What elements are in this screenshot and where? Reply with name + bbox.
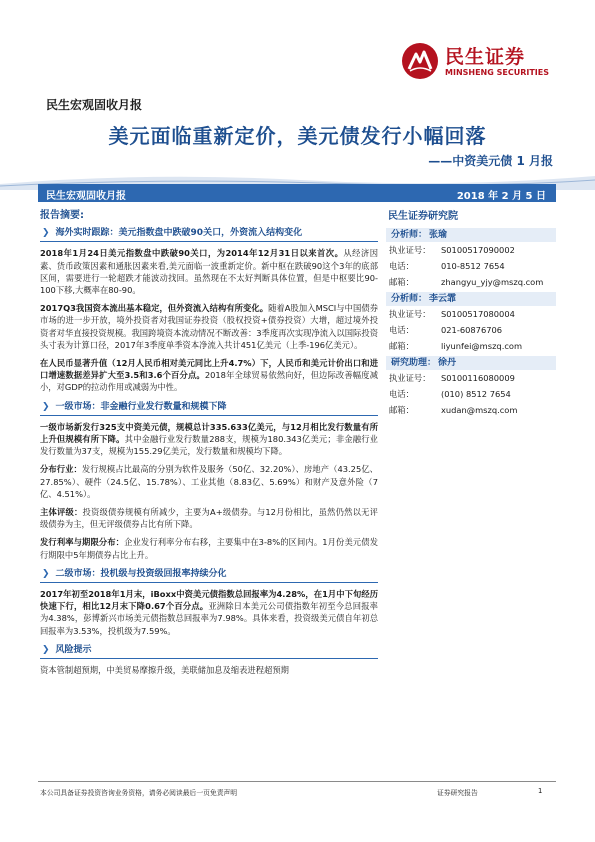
chevron-right-icon: ❯	[42, 228, 50, 239]
analyst-email-row[interactable]: 邮箱： liyunfei@mszq.com	[389, 341, 523, 351]
analyst-phone-row: 电话： 021-60876706	[389, 325, 503, 335]
analyst-panel	[386, 204, 556, 418]
report-title: 美元面临重新定价，美元债发行小幅回落	[108, 124, 487, 148]
abstract-title: 报告摘要:	[40, 210, 84, 221]
paragraph: 2018年1月24日美元指数盘中跌破90关口，为2014年12月31日以来首次。从经济因素、货币政策因素和通胀因素来看,美元面临一波重新定价。新中枢在跌破90这个3年的底部区间，需要进行一轮超跌才能波动找回。虽然现在不太好判断具体位置，但是中枢要比90-100下移,大概率在80-90。	[40, 248, 378, 296]
chevron-right-icon: ❯	[42, 401, 50, 412]
assistant-phone-row: 电话： (010) 8512 7654	[389, 389, 511, 399]
logo-mark-icon	[401, 42, 439, 80]
paragraph: 2017Q3我国资本流出基本稳定，但外资流入结构有所变化。随着A股加入MSCI与中国债券市场的进一步开放，境外投资者对我国证券投资（股权投资+债券投资）大增，超过境外投资者对华直接投资规模。我国跨境资本流动情况不断改善：3季度再次实现净流入以国际投资头寸表为计算口径，2017年3季度单季资本净流入共计451亿美元（上季-196亿美元）。	[40, 303, 378, 350]
analyst-email-row[interactable]: 邮箱： zhangyu_yjy@mszq.com	[389, 277, 544, 287]
assistant-cert-row: 执业证号： S0100116080009	[389, 373, 515, 383]
section-heading: ❯ 海外实时跟踪：美元指数盘中跌破90关口，外资流入结构变化	[40, 226, 378, 242]
report-date: 2018 年 2 月 5 日	[456, 191, 546, 202]
footer-label: 证券研究报告	[437, 789, 478, 797]
footer-disclaimer: 本公司具备证券投资咨询业务资格，请务必阅读最后一页免责声明	[40, 789, 238, 797]
footer-divider	[38, 781, 556, 782]
paragraph: 发行利率与期限分布：企业发行利率分布右移，主要集中在3-8%的区间内。1月份美元债发行期限中5年期债券占比上升。	[40, 537, 378, 560]
paragraph: 2017年初至2018年1月末，iBoxx中资美元债指数总回报率为4.28%，在1月中下旬经历快速下行，相比12月末下降0.67个百分点。亚洲除日本美元公司债指数年初至今总回报率为4.38%，彭博新兴市场美元债指数总回报率为7.98%。具体来看，投资级美元债自年初总回报率为3.53%，投机级为7.59%。	[40, 589, 378, 636]
report-series-label: 民生宏观固收月报	[46, 98, 143, 112]
section-heading: ❯ 二级市场：投机级与投资级回报率持续分化	[40, 567, 378, 583]
analyst-cert-row: 执业证号： S0100517080004	[389, 309, 515, 319]
company-logo	[401, 40, 551, 84]
chevron-right-icon: ❯	[42, 644, 50, 655]
institute-name: 民生证券研究院	[388, 211, 458, 222]
paragraph: 在人民币显著升值（12月人民币相对美元同比上升4.7%）下，人民币和美元计价出口和进口增速数据差异扩大至3.5和3.6个百分点。2018年全球贸易依然向好，但边际改善幅度减小，对GDP的拉动作用或减弱为中性。	[40, 358, 378, 393]
logo-text-en: MINSHENG SECURITIES	[445, 68, 549, 77]
paragraph: 主体评级：投资级债券规模有所减少，主要为A+级债券。与12月份相比，虽然仍然以无评级债券为主，但无评级债券占比有所下降。	[40, 507, 378, 530]
paragraph: 分布行业：发行规模占比最高的分别为软件及服务（50亿、32.20%）、房地产（43.25亿、27.85%）、硬件（24.5亿、15.78%）、工业其他（8.83亿、5.69%）和财产及意外险（7亿、4.51%）。	[40, 464, 378, 499]
assistant-header: 研究助理： 徐丹	[386, 356, 556, 370]
paragraph: 资本管制超预期，中美贸易摩擦升级，美联储加息及缩表进程超预期	[40, 665, 289, 676]
bar-series-label: 民生宏观固收月报	[46, 191, 126, 202]
section-heading: ❯ 风险提示	[40, 643, 378, 659]
report-subtitle: ——中资美元债 1 月报	[428, 154, 553, 168]
section-heading: ❯ 一级市场：非金融行业发行数量和规模下降	[40, 400, 378, 416]
abstract-column	[40, 210, 378, 682]
chevron-right-icon: ❯	[42, 568, 50, 579]
logo-text-cn: 民生证券	[445, 46, 526, 68]
paragraph: 一级市场新发行325支中资美元债，规模总计335.633亿美元，与12月相比发行数量有所上升但规模有所下降。其中金融行业发行数量288支，规模为180.343亿美元；非金融行业发行数量为37支，规模为155.29亿美元，发行数量和规模均下降。	[40, 421, 378, 457]
analyst-header: 分析师： 李云霏	[386, 292, 556, 306]
analyst-phone-row: 电话： 010-8512 7654	[389, 261, 505, 271]
report-info-bar	[38, 184, 556, 202]
analyst-cert-row: 执业证号： S0100517090002	[389, 245, 515, 255]
analyst-header: 分析师： 张瑜	[386, 228, 556, 242]
page-number: 1	[538, 787, 543, 795]
assistant-email-row[interactable]: 邮箱： xudan@mszq.com	[389, 405, 518, 415]
